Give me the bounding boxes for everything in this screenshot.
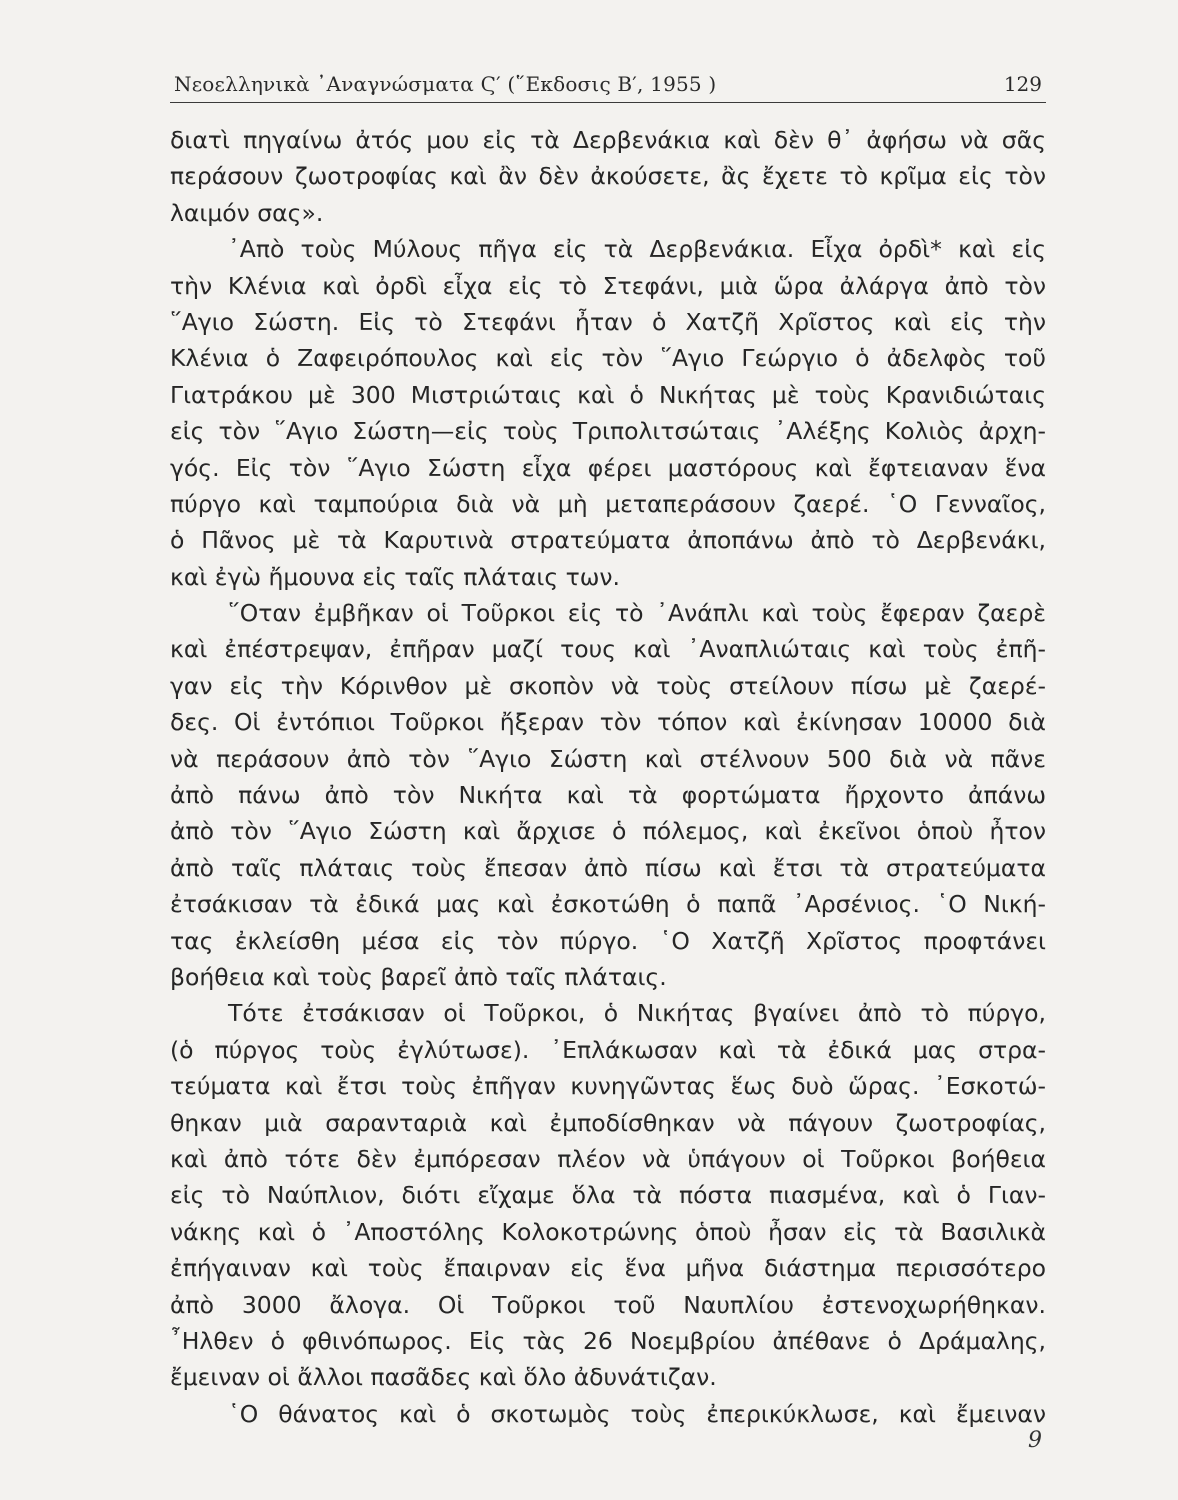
text-line: γός. Εἰς τὸν ῞Αγιο Σώστη εἶχα φέρει μαστόρους καὶ ἔφτειαναν ἕνα — [170, 453, 1046, 482]
text-line: ῾Ο θάνατος καὶ ὁ σκοτωμὸς τοὺς ἐπερικύκλωσε, καὶ ἔμειναν — [228, 1399, 1046, 1428]
text-line: εἰς τὸ Ναύπλιον, διότι εἴχαμε ὅλα τὰ πόστα πιασμένα, καὶ ὁ Γιαν- — [170, 1181, 1046, 1210]
text-line: ἐτσάκισαν τὰ ἐδικά μας καὶ ἐσκοτώθη ὁ παπᾶ ᾿Αρσένιος. ῾Ο Νική- — [170, 890, 1046, 919]
text-line: ἐπήγαιναν καὶ τοὺς ἔπαιρναν εἰς ἕνα μῆνα διάστημα περισσότερο — [170, 1254, 1046, 1283]
text-line: νάκης καὶ ὁ ᾿Αποστόλης Κολοκοτρώνης ὁποὺ ἦσαν εἰς τὰ Βασιλικὰ — [170, 1217, 1046, 1246]
text-line: δες. Οἱ ἐντόπιοι Τοῦρκοι ἤξεραν τὸν τόπον καὶ ἐκίνησαν 10000 διὰ — [170, 708, 1046, 737]
text-line: ἀπὸ ταῖς πλάταις τοὺς ἔπεσαν ἀπὸ πίσω καὶ ἔτσι τὰ στρατεύματα — [170, 853, 1046, 882]
text-line: ὁ Πᾶνος μὲ τὰ Καρυτινὰ στρατεύματα ἀποπάνω ἀπὸ τὸ Δερβενάκι, — [170, 526, 1046, 555]
text-line: ἔμειναν οἱ ἄλλοι πασᾶδες καὶ ὅλο ἀδυνάτιζαν. — [170, 1363, 717, 1392]
text-line: περάσουν ζωοτροφίας καὶ ἂν δὲν ἀκούσετε, ἂς ἔχετε τὸ κρῖμα εἰς τὸν — [170, 162, 1046, 191]
body-text — [170, 122, 1046, 1432]
text-line: νὰ περάσουν ἀπὸ τὸν ῞Αγιο Σώστη καὶ στέλνουν 500 διὰ νὰ πᾶνε — [170, 744, 1046, 773]
text-line: καὶ ἐγὼ ἤμουνα εἰς ταῖς πλάταις των. — [170, 562, 621, 591]
text-line: εἰς τὸν ῞Αγιο Σώστη—εἰς τοὺς Τριπολιτσώταις ᾿Αλέξης Κολιὸς ἀρχη- — [170, 417, 1046, 446]
text-line: ᾿Απὸ τοὺς Μύλους πῆγα εἰς τὰ Δερβενάκια. Εἶχα ὀρδὶ* καὶ εἰς — [228, 235, 1046, 264]
text-line: θηκαν μιὰ σαρανταριὰ καὶ ἐμποδίσθηκαν νὰ πάγουν ζωοτροφίας, — [170, 1108, 1046, 1137]
running-header — [170, 68, 1046, 103]
text-line: ῏Ηλθεν ὁ φθινόπωρος. Εἰς τὰς 26 Νοεμβρίου ἀπέθανε ὁ Δράμαλης, — [170, 1326, 1046, 1355]
signature-mark: 9 — [1028, 1428, 1042, 1453]
text-line: Κλένια ὁ Ζαφειρόπουλος καὶ εἰς τὸν ῞Αγιο Γεώργιο ὁ ἀδελφὸς τοῦ — [170, 344, 1046, 373]
text-line: Γιατράκου μὲ 300 Μιστριώταις καὶ ὁ Νικήτας μὲ τοὺς Κρανιδιώταις — [170, 380, 1046, 409]
text-line: καὶ ἀπὸ τότε δὲν ἐμπόρεσαν πλέον νὰ ὑπάγουν οἱ Τοῦρκοι βοήθεια — [170, 1144, 1046, 1173]
text-line: ἀπὸ τὸν ῞Αγιο Σώστη καὶ ἄρχισε ὁ πόλεμος, καὶ ἐκεῖνοι ὁποὺ ἦτον — [170, 817, 1046, 846]
text-line: ἀπὸ 3000 ἄλογα. Οἱ Τοῦρκοι τοῦ Ναυπλίου ἐστενοχωρήθηκαν. — [170, 1290, 1046, 1319]
text-line: πύργο καὶ ταμπούρια διὰ νὰ μὴ μεταπεράσουν ζαερέ. ῾Ο Γενναῖος, — [170, 489, 1046, 518]
text-line: τὴν Κλένια καὶ ὀρδὶ εἶχα εἰς τὸ Στεφάνι, μιὰ ὥρα ἀλάργα ἀπὸ τὸν — [170, 271, 1046, 300]
page-number: 129 — [1003, 72, 1042, 96]
text-line: ἀπὸ πάνω ἀπὸ τὸν Νικήτα καὶ τὰ φορτώματα ἤρχοντο ἀπάνω — [170, 781, 1046, 810]
text-line: γαν εἰς τὴν Κόρινθον μὲ σκοπὸν νὰ τοὺς στείλουν πίσω μὲ ζαερέ- — [170, 671, 1046, 700]
text-line: τεύματα καὶ ἔτσι τοὺς ἐπῆγαν κυνηγῶντας ἕως δυὸ ὥρας. ᾿Εσκοτώ- — [170, 1072, 1046, 1101]
text-line: βοήθεια καὶ τοὺς βαρεῖ ἀπὸ ταῖς πλάταις. — [170, 962, 667, 991]
text-line: διατὶ πηγαίνω ἀτός μου εἰς τὰ Δερβενάκια καὶ δὲν θ᾿ ἀφήσω νὰ σᾶς — [170, 126, 1046, 154]
text-line: λαιμόν σας». — [170, 198, 324, 227]
running-title: Νεοελληνικὰ ᾿Αναγνώσματα Ϛ′ (῞Εκδοσις Β′, 1955 ) — [174, 72, 717, 96]
text-line: ῞Αγιο Σώστη. Εἰς τὸ Στεφάνι ἦταν ὁ Χατζῆ Χρῖστος καὶ εἰς τὴν — [170, 307, 1046, 336]
text-line: ῞Οταν ἐμβῆκαν οἱ Τοῦρκοι εἰς τὸ ᾿Ανάπλι καὶ τοὺς ἔφεραν ζαερὲ — [228, 599, 1046, 628]
text-line: Τότε ἐτσάκισαν οἱ Τοῦρκοι, ὁ Νικήτας βγαίνει ἀπὸ τὸ πύργο, — [228, 999, 1046, 1028]
text-line: καὶ ἐπέστρεψαν, ἐπῆραν μαζί τους καὶ ᾿Αναπλιώταις καὶ τοὺς ἐπῆ- — [170, 635, 1046, 664]
text-line: (ὁ πύργος τοὺς ἐγλύτωσε). ᾿Επλάκωσαν καὶ τὰ ἐδικά μας στρα- — [170, 1035, 1046, 1064]
text-line: τας ἐκλείσθη μέσα εἰς τὸν πύργο. ῾Ο Χατζῆ Χρῖστος προφτάνει — [170, 926, 1046, 955]
